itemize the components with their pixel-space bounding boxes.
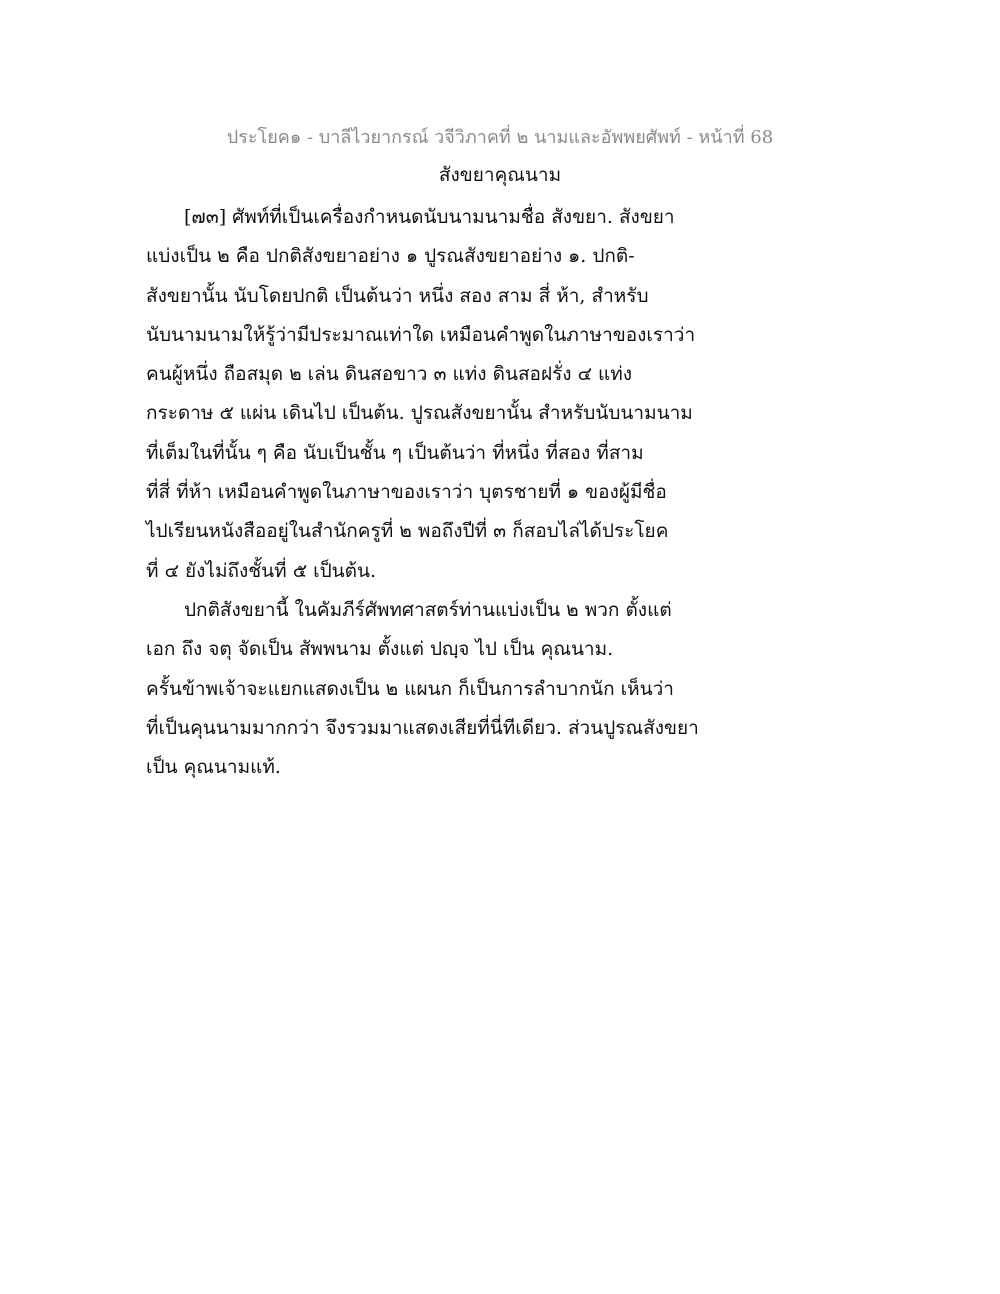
text-line: ครั้นข้าพเจ้าจะแยกแสดงเป็น ๒ แผนก ก็เป็นการลำบากนัก เห็นว่า [146, 677, 674, 700]
text-line: [๗๓] ศัพท์ที่เป็นเครื่องกำหนดนับนามนามชื่อ สังขยา. สังขยา [184, 206, 675, 228]
section-title: สังขยาคุณนาม [438, 164, 562, 186]
paragraph-1 [146, 198, 746, 591]
text-line: กระดาษ ๕ แผ่น เดินไป เป็นต้น. ปูรณสังขยานั้น สำหรับนับนามนาม [146, 402, 693, 425]
text-line: ที่เป็นคุนนามมากกว่า จึงรวมมาแสดงเสียที่นี่ทีเดียว. ส่วนปูรณสังขยา [146, 716, 699, 739]
text-line: คนผู้หนึ่ง ถือสมุด ๒ เล่น ดินสอขาว ๓ แท่ง ดินสอฝรั่ง ๔ แท่ง [146, 363, 633, 386]
document-body [146, 198, 746, 787]
text-line: ที่ ๔ ยังไม่ถึงชั้นที่ ๕ เป็นต้น. [146, 559, 377, 582]
text-line: ไปเรียนหนังสืออยู่ในสำนักครูที่ ๒ พอถึงปีที่ ๓ ก็สอบไล่ได้ประโยค [146, 520, 669, 543]
text-line: ปกติสังขยานี้ ในคัมภีร์ศัพทศาสตร์ท่านแบ่งเป็น ๒ พวก ตั้งแต่ [184, 598, 672, 621]
text-line: ที่เต็มในที่นั้น ๆ คือ นับเป็นชั้น ๆ เป็นต้นว่า ที่หนึ่ง ที่สอง ที่สาม [146, 441, 644, 464]
text-line: นับนามนามให้รู้ว่ามีประมาณเท่าใด เหมือนคำพูดในภาษาของเราว่า [146, 323, 696, 346]
text-line: เป็น คุณนามแท้. [146, 756, 281, 779]
text-line: เอก ถึง จตุ จัดเป็น สัพพนาม ตั้งแต่ ปญฺจ ไป เป็น คุณนาม. [146, 638, 614, 661]
page-header: ประโยค๑ - บาลีไวยากรณ์ วจีวิภาคที่ ๒ นามและอัพพยศัพท์ - หน้าที่ 68 [226, 127, 774, 148]
text-line: แบ่งเป็น ๒ คือ ปกติสังขยาอย่าง ๑ ปูรณสังขยาอย่าง ๑. ปกติ- [146, 245, 635, 268]
text-line: สังขยานั้น นับโดยปกติ เป็นต้นว่า หนึ่ง สอง สาม สี่ ห้า, สำหรับ [146, 284, 649, 307]
text-line: ที่สี่ ที่ห้า เหมือนคำพูดในภาษาของเราว่า บุตรชายที่ ๑ ของผู้มีชื่อ [146, 481, 667, 504]
paragraph-2 [146, 591, 746, 787]
